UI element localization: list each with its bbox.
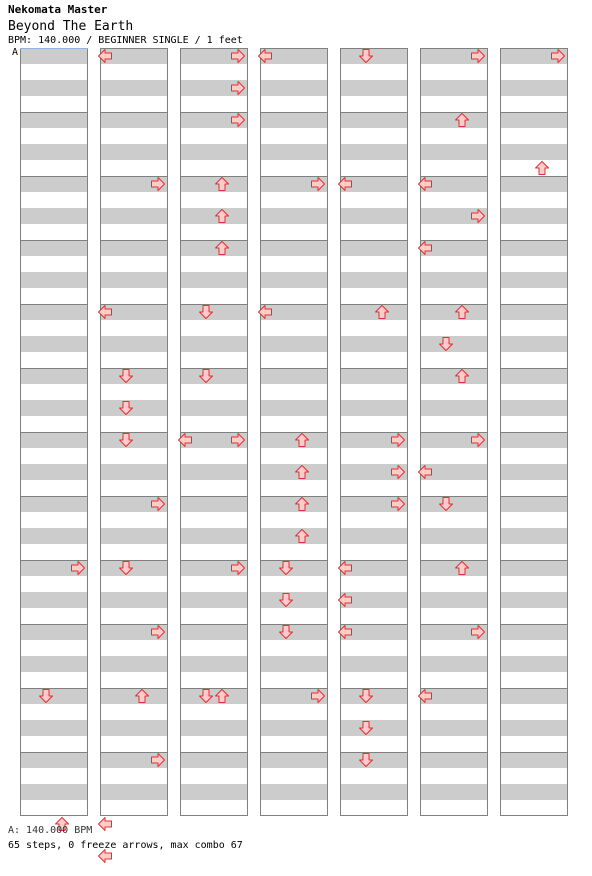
beat-stripe — [180, 688, 248, 704]
beat-stripe — [420, 144, 488, 160]
beat-stripe — [260, 464, 328, 480]
beat-stripe — [340, 336, 408, 352]
beat-stripe — [340, 752, 408, 768]
beat-stripe — [420, 752, 488, 768]
beat-stripe — [20, 48, 88, 64]
beat-stripe — [180, 720, 248, 736]
beat-stripe — [100, 720, 168, 736]
beat-stripe — [500, 592, 568, 608]
beat-stripe — [100, 592, 168, 608]
beat-stripe — [500, 432, 568, 448]
beat-stripe — [500, 176, 568, 192]
bpm-change-line — [20, 48, 88, 49]
beat-stripe — [260, 80, 328, 96]
beat-stripe — [500, 272, 568, 288]
beat-stripe — [100, 112, 168, 128]
beat-stripe — [180, 464, 248, 480]
beat-stripe — [100, 208, 168, 224]
beat-stripe — [20, 304, 88, 320]
beat-stripe — [420, 304, 488, 320]
beat-stripe — [500, 208, 568, 224]
beat-stripe — [180, 752, 248, 768]
beat-stripe — [20, 144, 88, 160]
beat-stripe — [340, 400, 408, 416]
beat-stripe — [500, 688, 568, 704]
beat-stripe — [20, 80, 88, 96]
beat-stripe — [500, 656, 568, 672]
beat-stripe — [420, 272, 488, 288]
beat-stripe — [260, 496, 328, 512]
beat-stripe — [20, 784, 88, 800]
beat-stripe — [340, 112, 408, 128]
beat-stripe — [260, 432, 328, 448]
bpm-legend: A: 140.000 BPM — [8, 825, 93, 836]
beat-stripe — [340, 688, 408, 704]
beat-stripe — [180, 304, 248, 320]
chart-info-line: BPM: 140.000 / BEGINNER SINGLE / 1 feet — [8, 35, 243, 46]
beat-stripe — [500, 720, 568, 736]
beat-stripe — [340, 272, 408, 288]
beat-stripe — [500, 336, 568, 352]
beat-stripe — [180, 624, 248, 640]
beat-stripe — [180, 144, 248, 160]
beat-stripe — [340, 208, 408, 224]
beat-stripe — [100, 400, 168, 416]
beat-stripe — [180, 240, 248, 256]
beat-stripe — [420, 400, 488, 416]
beat-stripe — [260, 368, 328, 384]
beat-stripe — [180, 368, 248, 384]
beat-stripe — [20, 400, 88, 416]
beat-stripe — [100, 432, 168, 448]
arrow-left-icon — [99, 818, 112, 831]
beat-stripe — [260, 112, 328, 128]
beat-stripe — [500, 400, 568, 416]
beat-stripe — [20, 432, 88, 448]
beat-stripe — [260, 656, 328, 672]
beat-stripe — [180, 656, 248, 672]
beat-stripe — [500, 560, 568, 576]
beat-stripe — [180, 528, 248, 544]
beat-stripe — [20, 528, 88, 544]
beat-stripe — [260, 336, 328, 352]
beat-stripe — [340, 656, 408, 672]
beat-stripe — [420, 784, 488, 800]
arrow-left-icon — [99, 850, 112, 863]
beat-stripe — [340, 144, 408, 160]
beat-stripe — [100, 528, 168, 544]
bpm-marker-label: A — [12, 47, 19, 58]
beat-stripe — [100, 688, 168, 704]
beat-stripe — [20, 112, 88, 128]
beat-stripe — [180, 272, 248, 288]
beat-stripe — [100, 464, 168, 480]
beat-stripe — [20, 368, 88, 384]
beat-stripe — [420, 592, 488, 608]
beat-stripe — [500, 144, 568, 160]
beat-stripe — [100, 336, 168, 352]
beat-stripe — [420, 112, 488, 128]
beat-stripe — [500, 112, 568, 128]
beat-stripe — [180, 496, 248, 512]
beat-stripe — [20, 176, 88, 192]
beat-stripe — [260, 592, 328, 608]
beat-stripe — [500, 464, 568, 480]
beat-stripe — [420, 560, 488, 576]
step-stats: 65 steps, 0 freeze arrows, max combo 67 — [8, 840, 243, 851]
beat-stripe — [260, 144, 328, 160]
beat-stripe — [340, 368, 408, 384]
beat-stripe — [100, 80, 168, 96]
beat-stripe — [500, 624, 568, 640]
beat-stripe — [420, 80, 488, 96]
beat-stripe — [260, 208, 328, 224]
beat-stripe — [260, 400, 328, 416]
beat-stripe — [20, 624, 88, 640]
beat-stripe — [180, 592, 248, 608]
beat-stripe — [100, 656, 168, 672]
beat-stripe — [20, 720, 88, 736]
beat-stripe — [100, 368, 168, 384]
beat-stripe — [420, 720, 488, 736]
beat-stripe — [340, 720, 408, 736]
beat-stripe — [100, 144, 168, 160]
beat-stripe — [260, 560, 328, 576]
beat-stripe — [500, 368, 568, 384]
beat-stripe — [20, 464, 88, 480]
beat-stripe — [500, 496, 568, 512]
beat-stripe — [500, 304, 568, 320]
beat-stripe — [340, 48, 408, 64]
beat-stripe — [500, 784, 568, 800]
beat-stripe — [260, 720, 328, 736]
beat-stripe — [420, 368, 488, 384]
beat-stripe — [340, 80, 408, 96]
song-title: Beyond The Earth — [8, 19, 134, 34]
beat-stripe — [180, 400, 248, 416]
beat-stripe — [20, 336, 88, 352]
beat-stripe — [20, 496, 88, 512]
beat-stripe — [340, 784, 408, 800]
beat-stripe — [260, 624, 328, 640]
beat-stripe — [260, 752, 328, 768]
beat-stripe — [260, 272, 328, 288]
beat-stripe — [500, 752, 568, 768]
beat-stripe — [260, 784, 328, 800]
beat-stripe — [180, 176, 248, 192]
beat-stripe — [500, 240, 568, 256]
beat-stripe — [420, 656, 488, 672]
beat-stripe — [20, 752, 88, 768]
beat-stripe — [420, 336, 488, 352]
beat-stripe — [420, 528, 488, 544]
app-title: Nekomata Master — [8, 3, 108, 16]
beat-stripe — [20, 656, 88, 672]
beat-stripe — [20, 240, 88, 256]
beat-stripe — [340, 528, 408, 544]
beat-stripe — [500, 80, 568, 96]
beat-stripe — [340, 304, 408, 320]
beat-stripe — [20, 272, 88, 288]
beat-stripe — [180, 336, 248, 352]
beat-stripe — [260, 528, 328, 544]
beat-stripe — [20, 208, 88, 224]
beat-stripe — [100, 272, 168, 288]
beat-stripe — [100, 560, 168, 576]
beat-stripe — [180, 208, 248, 224]
beat-stripe — [260, 240, 328, 256]
beat-stripe — [20, 688, 88, 704]
beat-stripe — [340, 240, 408, 256]
beat-stripe — [20, 592, 88, 608]
beat-stripe — [420, 496, 488, 512]
beat-stripe — [180, 784, 248, 800]
beat-stripe — [100, 784, 168, 800]
beat-stripe — [100, 240, 168, 256]
beat-stripe — [500, 528, 568, 544]
